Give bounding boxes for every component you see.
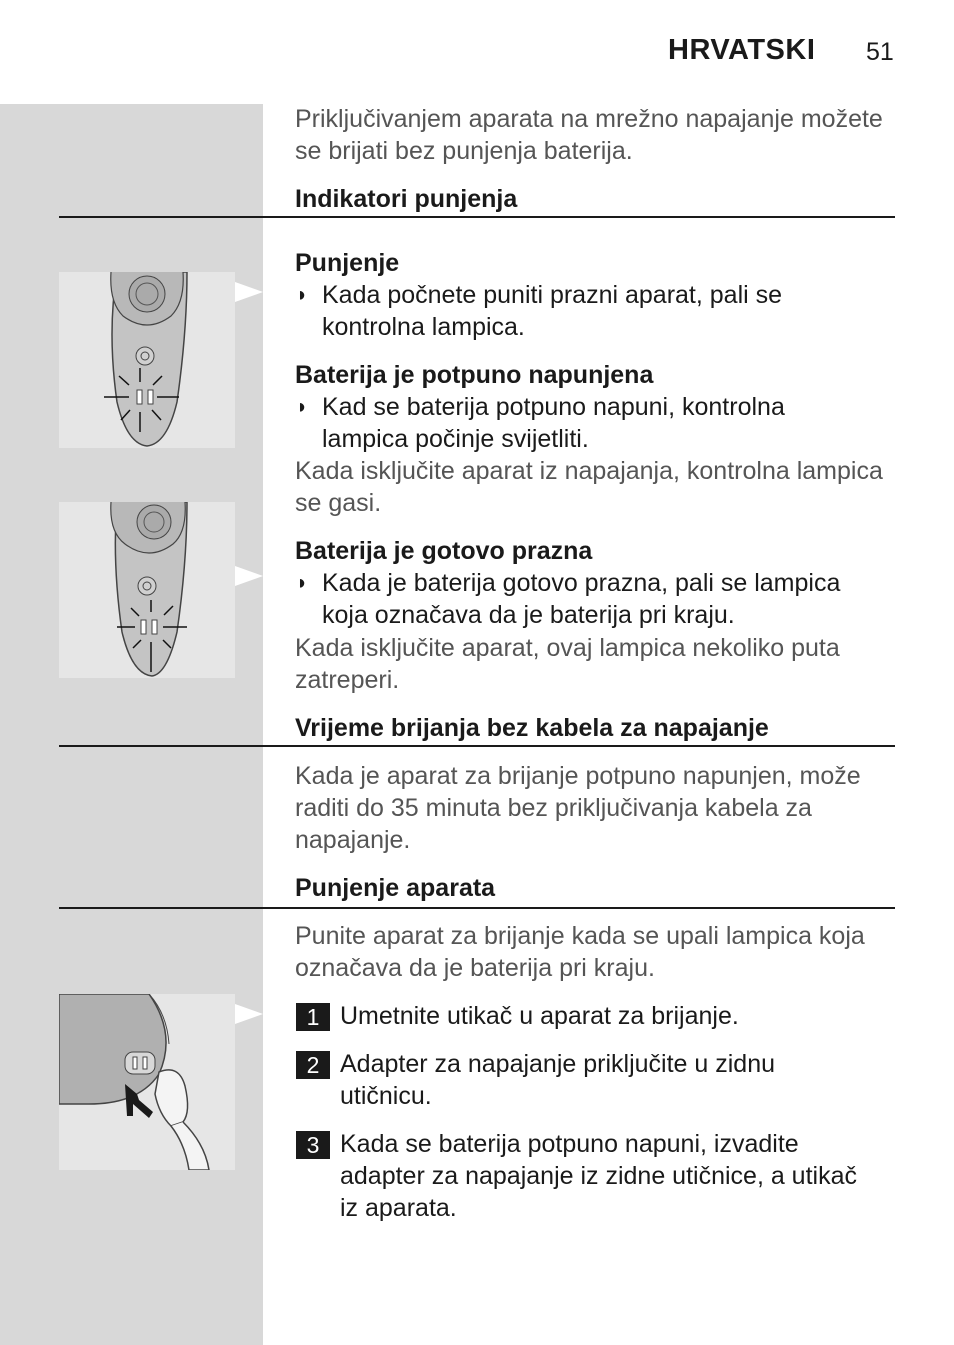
charging-text: Punite aparat za brijanje kada se upali lampica koja označava da je baterija pri kraju. — [295, 922, 865, 982]
bullet-text-charging: Kada počnete puniti prazni aparat, pali se kontrolna lampica. — [322, 281, 783, 341]
section-rule — [59, 745, 895, 747]
figure-pointer — [235, 1004, 263, 1024]
section-rule — [59, 907, 895, 909]
section-title-cordless: Vrijeme brijanja bez kabela za napajanje — [295, 714, 769, 742]
figure-shaver-charging-light — [59, 272, 235, 448]
intro-text: Priključivanjem aparata na mrežno napajanje možete se brijati bez punjenja baterija. — [295, 105, 883, 165]
figure-shaver-low-battery — [59, 502, 235, 678]
bullet-text-full: Kad se baterija potpuno napuni, kontrolna lampica počinje svijetliti. — [322, 393, 785, 453]
step-text-2: Adapter za napajanje priključite u zidnu utičnicu. — [340, 1050, 775, 1110]
figure-pointer — [235, 282, 263, 302]
step-number-2: 2 — [296, 1051, 330, 1079]
figure-insert-plug — [59, 994, 235, 1170]
subtitle-battery-low: Baterija je gotovo prazna — [295, 537, 593, 565]
step-text-1: Umetnite utikač u aparat za brijanje. — [340, 1002, 739, 1030]
subtitle-battery-full: Baterija je potpuno napunjena — [295, 361, 654, 389]
bullet-text-low: Kada je baterija gotovo prazna, pali se lampica koja označava da je baterija pri kraju. — [322, 569, 841, 629]
page-number: 51 — [866, 38, 894, 66]
note-low: Kada isključite aparat, ovaj lampica nekoliko puta zatreperi. — [295, 634, 840, 694]
step-number-1: 1 — [296, 1003, 330, 1031]
step-text-3: Kada se baterija potpuno napuni, izvadite adapter za napajanje iz zidne utičnice, a utikač iz aparata. — [340, 1130, 857, 1222]
figure-pointer — [235, 566, 263, 586]
subtitle-charging: Punjenje — [295, 249, 400, 277]
cordless-text: Kada je aparat za brijanje potpuno napunjen, može raditi do 35 minuta bez priključivanja kabela za napajanje. — [295, 762, 861, 854]
bullet-arrow-icon: ◗ — [296, 396, 309, 418]
bullet-arrow-icon: ◗ — [296, 284, 309, 306]
section-rule — [59, 216, 895, 218]
bullet-arrow-icon: ◗ — [296, 572, 309, 594]
section-title-charging: Punjenje aparata — [295, 874, 496, 902]
note-full: Kada isključite aparat iz napajanja, kontrolna lampica se gasi. — [295, 457, 883, 517]
header-language: HRVATSKI — [668, 34, 816, 66]
section-title-indicators: Indikatori punjenja — [295, 185, 518, 213]
step-number-3: 3 — [296, 1131, 330, 1159]
